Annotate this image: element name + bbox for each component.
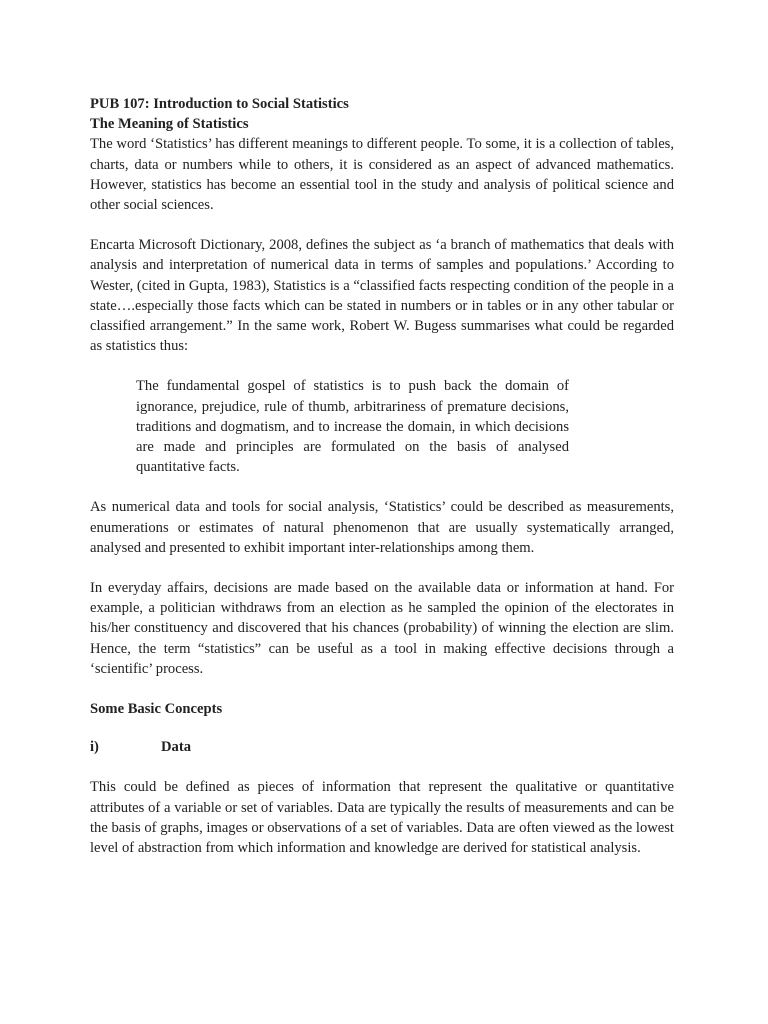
document-page	[90, 94, 674, 858]
section-title: The Meaning of Statistics	[90, 116, 249, 133]
paragraph-statistics-meanings: The word ‘Statistics’ has different meanings to different people. To some, it is a collection of tables, charts, data or numbers while to others, it is considered as an aspect of advanced mathematics. However, statistics has become an essential tool in the study and analysis of political science and other social sciences.	[90, 136, 674, 214]
paragraph-everyday-affairs: In everyday affairs, decisions are made based on the available data or information at hand. For example, a politician withdraws from an election as he sampled the opinion of the electorates in his/her constituency and discovered that his chances (probability) of winning the election are slim. Hence, the term “statistics” can be useful as a tool in making effective decisions through a ‘scientific’ process.	[90, 580, 674, 677]
paragraph-numerical-data: As numerical data and tools for social analysis, ‘Statistics’ could be described as measurements, enumerations or estimates of natural phenomenon that are usually systematically arranged, analysed and presented to exhibit important inter-relationships among them.	[90, 499, 674, 556]
paragraph-definitions: Encarta Microsoft Dictionary, 2008, defines the subject as ‘a branch of mathematics that deals with analysis and interpretation of numerical data in terms of samples and populations.’ According to Wester, (cited in Gupta, 1983), Statistics is a “classified facts respecting condition of the people in a state….especially those facts which can be stated in numbers or in tables or in any other tabular or classified arrangement.” In the same work, Robert W. Bugess summarises what could be regarded as statistics thus:	[90, 237, 674, 355]
subheading-number: i)	[90, 739, 99, 756]
block-quote: The fundamental gospel of statistics is to push back the domain of ignorance, prejudice, rule of thumb, arbitrariness of premature decisions, traditions and dogmatism, and to increase the domain, in which decisions are made and principles are formulated on the basis of analysed quantitative facts.	[136, 378, 569, 476]
course-title: PUB 107: Introduction to Social Statistics	[90, 96, 349, 112]
subheading-label: Data	[161, 739, 191, 756]
data-subheading	[90, 737, 674, 757]
paragraph-data-definition: This could be defined as pieces of information that represent the qualitative or quantitative attributes of a variable or set of variables. Data are typically the results of measurements and can be the basis of graphs, images or observations of a set of variables. Data are often viewed as the lowest level of abstraction from which information and knowledge are derived for statistical analysis.	[90, 779, 674, 857]
concepts-heading: Some Basic Concepts	[90, 701, 223, 718]
